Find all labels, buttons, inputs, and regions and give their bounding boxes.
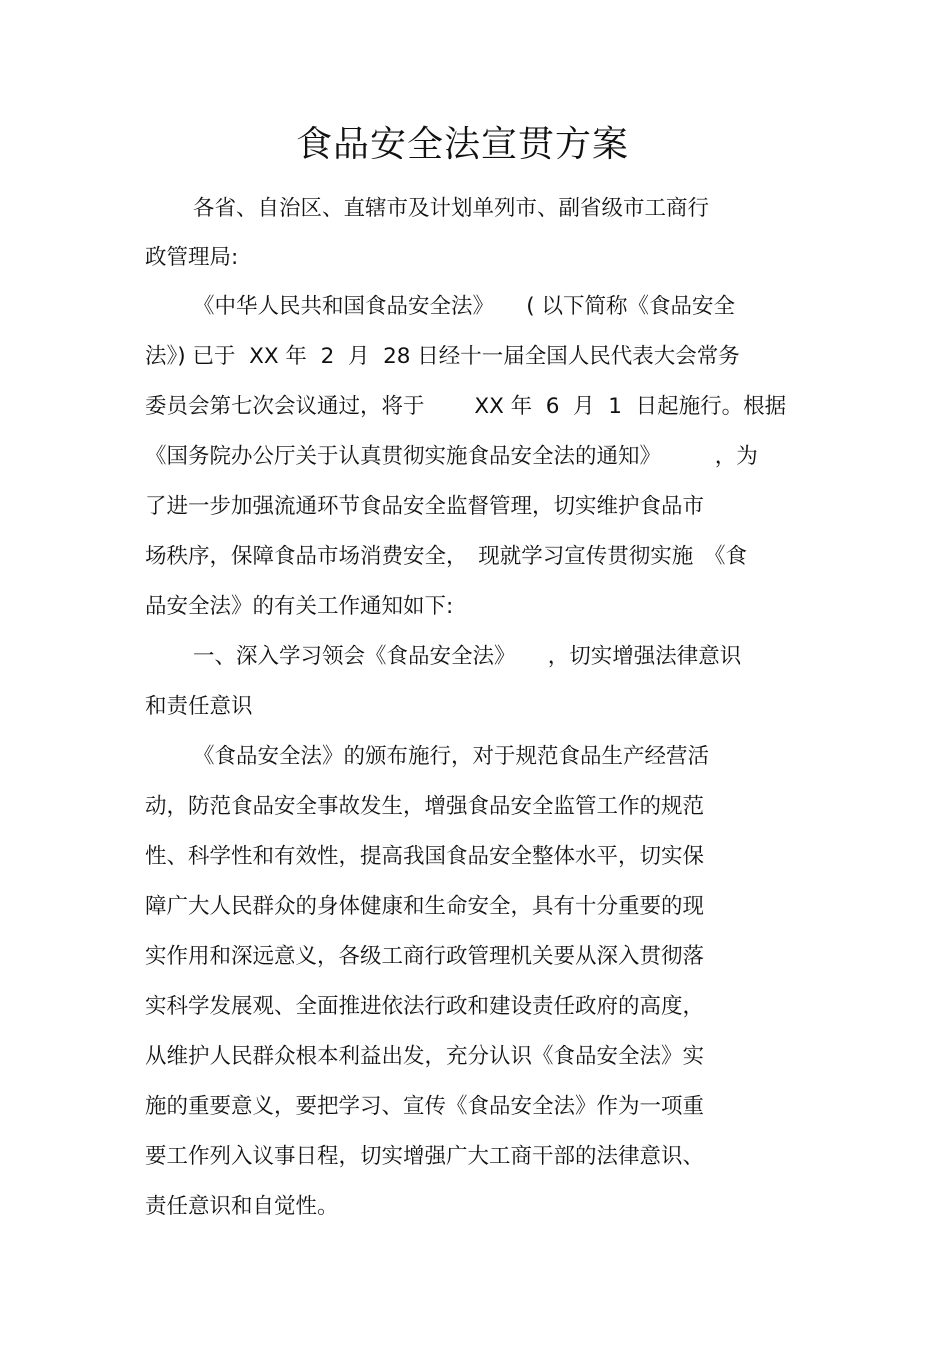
text-line: 《中华人民共和国食品安全法》 ( 以下简称《食品安全: [193, 294, 735, 319]
text-line: 从维护人民群众根本利益出发，充分认识《食品安全法》实: [145, 1044, 705, 1069]
section-heading: 和责任意识: [145, 694, 253, 719]
text-line: 责任意识和自觉性。: [145, 1194, 339, 1219]
text-line: 实作用和深远意义，各级工商行政管理机关要从深入贯彻落: [145, 944, 705, 969]
text-line: 《国务院办公厅关于认真贯彻实施食品安全法的通知》 ，为: [145, 444, 758, 469]
text-line: 实科学发展观、全面推进依法行政和建设责任政府的高度，: [145, 994, 705, 1019]
text-line: 动，防范食品安全事故发生，增强食品安全监管工作的规范: [145, 794, 705, 819]
text-line: 了进一步加强流通环节食品安全监督管理，切实维护食品市: [145, 494, 705, 519]
text-line: 性、科学性和有效性，提高我国食品安全整体水平，切实保: [145, 844, 705, 869]
text-line: 品安全法》的有关工作通知如下:: [145, 594, 454, 619]
text-line: 委员会第七次会议通过，将于 XX 年 6 月 1 日起施行。根据: [145, 394, 787, 419]
text-line: 《食品安全法》的颁布施行，对于规范食品生产经营活: [193, 744, 710, 769]
text-line: 政管理局:: [145, 245, 239, 270]
document-title: 食品安全法宣贯方案: [295, 124, 629, 165]
text-line: 法》) 已于 XX 年 2 月 28 日经十一届全国人民代表大会常务: [145, 344, 740, 369]
text-line: 要工作列入议事日程，切实增强广大工商干部的法律意识、: [145, 1144, 705, 1169]
section-heading: 一、深入学习领会《食品安全法》 ，切实增强法律意识: [193, 644, 742, 669]
text-line: 施的重要意义，要把学习、宣传《食品安全法》作为一项重: [145, 1094, 705, 1119]
text-line: 各省、自治区、直辖市及计划单列市、副省级市工商行: [193, 196, 710, 221]
text-line: 障广大人民群众的身体健康和生命安全，具有十分重要的现: [145, 894, 705, 919]
text-line: 场秩序，保障食品市场消费安全， 现就学习宣传贯彻实施 《食: [145, 544, 748, 569]
